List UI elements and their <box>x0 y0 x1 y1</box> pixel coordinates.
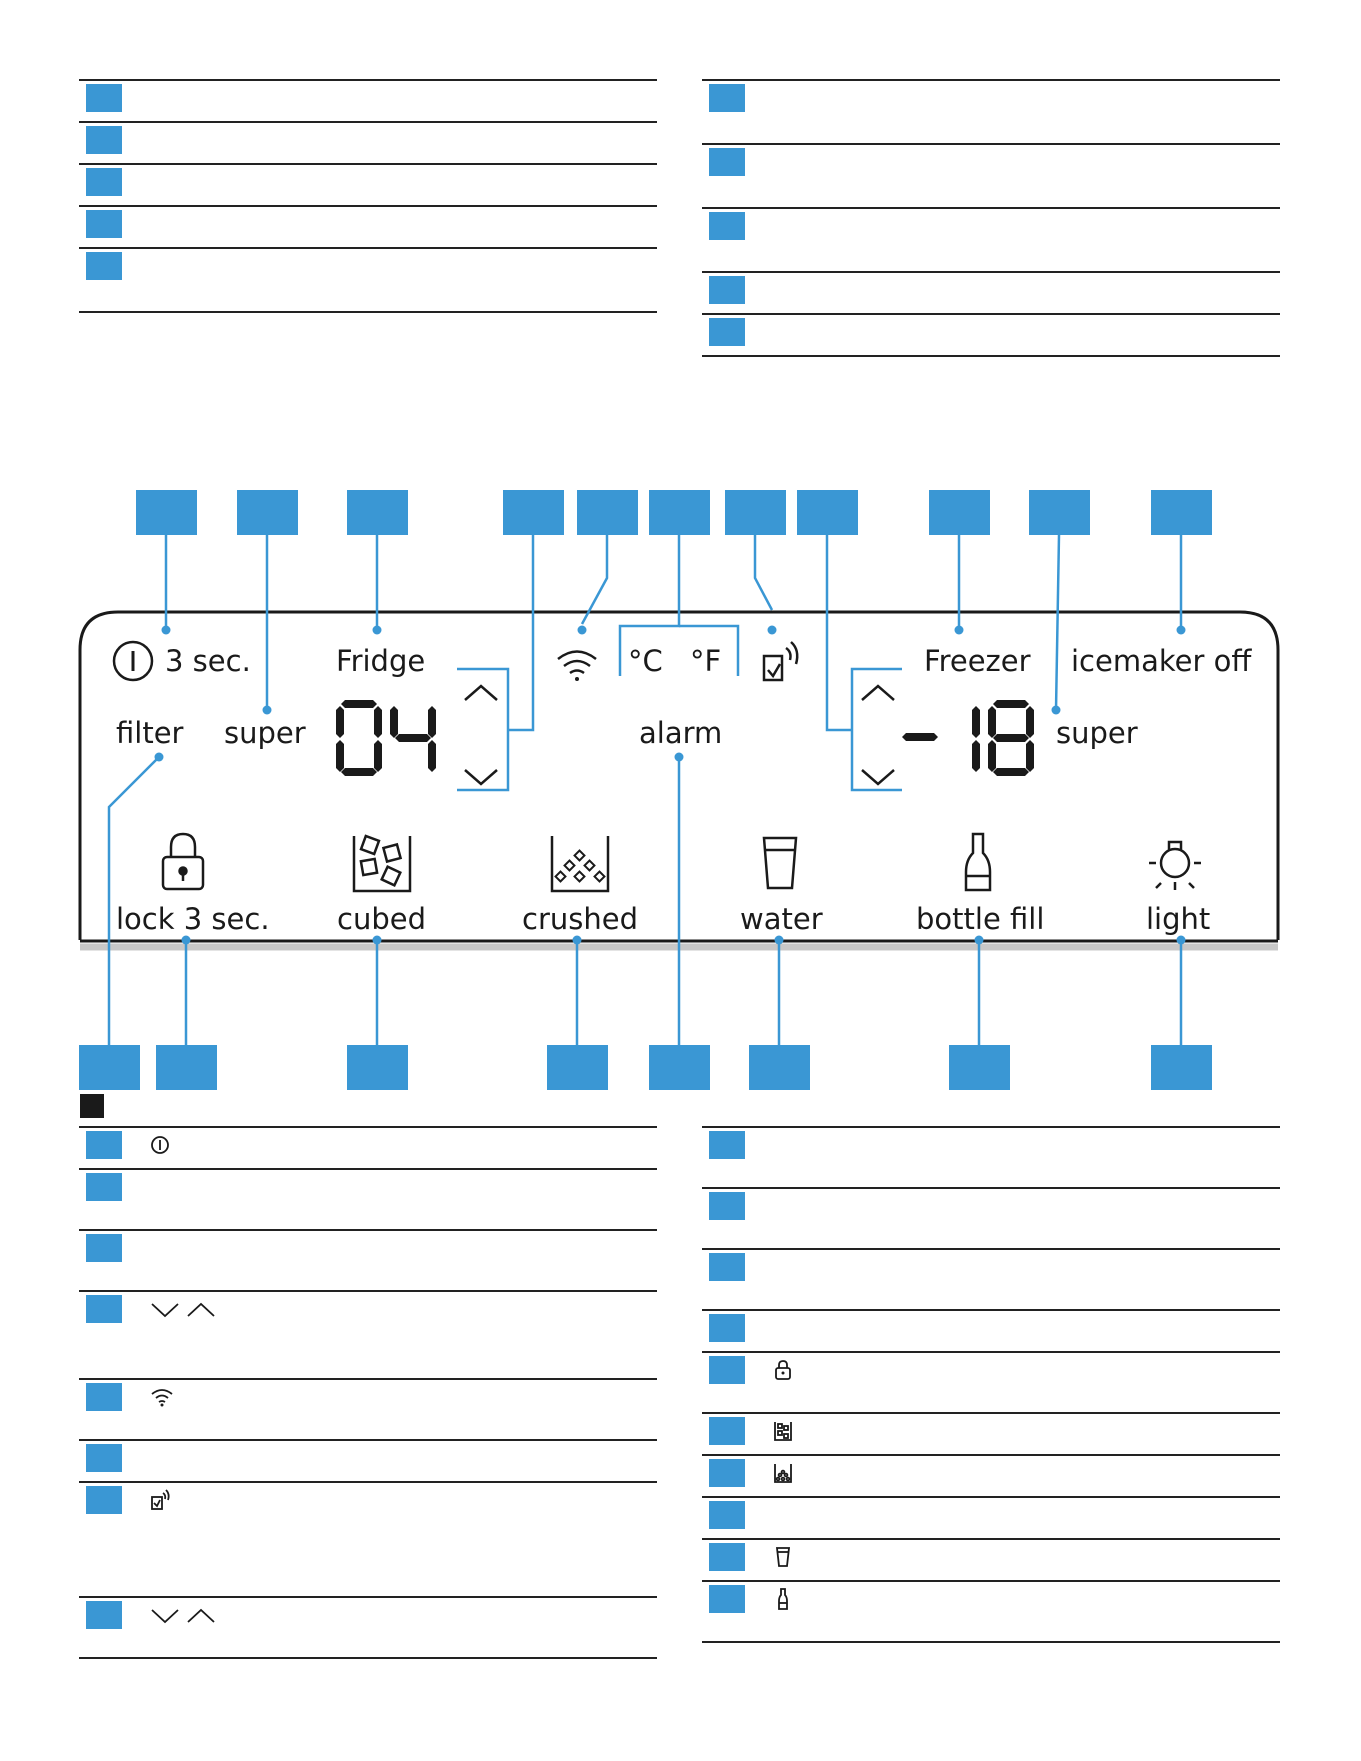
number-badge <box>86 1601 122 1629</box>
number-badge <box>86 168 122 196</box>
table-row <box>702 271 1280 313</box>
number-badge <box>86 1131 122 1159</box>
crushed-ice-icon <box>772 1462 794 1488</box>
control-panel-diagram <box>0 480 1361 1100</box>
celsius-label[interactable]: °C <box>628 644 663 678</box>
number-badge <box>86 1486 122 1514</box>
table-row <box>702 1126 1280 1187</box>
number-badge <box>709 276 745 304</box>
table-row <box>79 79 657 121</box>
table-row <box>79 1481 657 1596</box>
callout-badge <box>156 1045 217 1090</box>
table-row <box>79 1596 657 1657</box>
number-badge <box>709 1314 745 1342</box>
callout-badge <box>79 1045 140 1090</box>
callout-badge <box>577 490 638 535</box>
light-bulb-icon[interactable] <box>1149 842 1201 890</box>
fridge-down-icon[interactable] <box>465 770 497 784</box>
number-badge <box>86 252 122 280</box>
filter-label[interactable]: filter <box>116 716 184 750</box>
table-bottom-rule <box>702 1641 1280 1643</box>
bottom-right-legend-table <box>702 1126 1280 1643</box>
freezer-up-icon[interactable] <box>862 686 894 700</box>
table-row <box>79 121 657 163</box>
table-row <box>702 79 1280 143</box>
table-bottom-rule <box>79 1657 657 1659</box>
icemaker-off-label[interactable]: icemaker off <box>1071 644 1252 678</box>
remote-start-icon <box>149 1489 171 1515</box>
bottom-left-legend-table <box>79 1126 657 1659</box>
bottle-icon <box>772 1588 794 1614</box>
number-badge <box>709 1585 745 1613</box>
table-bottom-rule <box>79 311 657 313</box>
remote-start-icon <box>764 642 797 680</box>
number-badge <box>709 84 745 112</box>
table-row <box>79 247 657 311</box>
table-row <box>702 207 1280 271</box>
table-row <box>702 1412 1280 1454</box>
power-hold-label: 3 sec. <box>165 644 251 678</box>
light-label: light <box>1146 902 1211 936</box>
callout-badge <box>547 1045 608 1090</box>
number-badge <box>709 1253 745 1281</box>
callout-badge <box>749 1045 810 1090</box>
freezer-down-icon[interactable] <box>862 770 894 784</box>
callout-badge <box>347 490 408 535</box>
number-badge <box>86 1383 122 1411</box>
table-row <box>702 143 1280 207</box>
table-row <box>702 1454 1280 1496</box>
water-glass-icon[interactable] <box>764 838 796 888</box>
alarm-label[interactable]: alarm <box>639 716 723 750</box>
callout-badge <box>1029 490 1090 535</box>
black-square-marker <box>80 1094 104 1118</box>
callout-badge <box>237 490 298 535</box>
lock-label: lock 3 sec. <box>116 902 270 936</box>
top-left-legend-table <box>79 79 657 313</box>
crushed-ice-dots <box>556 851 605 882</box>
wifi-icon <box>149 1386 175 1412</box>
number-badge <box>86 1234 122 1262</box>
callout-badge <box>725 490 786 535</box>
table-row <box>79 1290 657 1378</box>
table-row <box>702 1496 1280 1538</box>
number-badge <box>86 1295 122 1323</box>
table-row <box>702 1309 1280 1351</box>
callout-badge <box>503 490 564 535</box>
number-badge <box>709 212 745 240</box>
number-badge <box>86 84 122 112</box>
number-badge <box>709 148 745 176</box>
table-row <box>702 1187 1280 1248</box>
cubed-label: cubed <box>337 902 426 936</box>
table-row <box>79 1229 657 1290</box>
table-row <box>702 1538 1280 1580</box>
table-bottom-rule <box>702 355 1280 357</box>
fridge-temp-display <box>336 700 436 776</box>
super-fridge-label[interactable]: super <box>224 716 306 750</box>
number-badge <box>709 318 745 346</box>
callout-badge <box>649 490 710 535</box>
fahrenheit-label[interactable]: °F <box>690 644 722 678</box>
ice-cubes-icon[interactable] <box>354 836 410 891</box>
chevron-down-up-icons <box>149 1298 219 1324</box>
callout-badge <box>949 1045 1010 1090</box>
number-badge <box>709 1192 745 1220</box>
power-icon <box>149 1134 171 1160</box>
water-glass-icon <box>772 1546 794 1572</box>
table-row <box>79 205 657 247</box>
number-badge <box>86 1444 122 1472</box>
freezer-label: Freezer <box>924 644 1031 678</box>
callout-badge <box>929 490 990 535</box>
table-row <box>702 313 1280 355</box>
callout-badge <box>136 490 197 535</box>
number-badge <box>709 1356 745 1384</box>
top-right-legend-table <box>702 79 1280 357</box>
super-freezer-label[interactable]: super <box>1056 716 1138 750</box>
table-row <box>702 1248 1280 1309</box>
number-badge <box>709 1501 745 1529</box>
table-row <box>79 1378 657 1439</box>
table-row <box>702 1580 1280 1641</box>
callout-badge <box>1151 1045 1212 1090</box>
number-badge <box>709 1543 745 1571</box>
lock-icon <box>772 1359 794 1385</box>
number-badge <box>86 126 122 154</box>
ice-cubes-icon <box>772 1420 794 1446</box>
freezer-temp-display <box>902 700 1034 776</box>
table-row <box>79 1439 657 1481</box>
table-row <box>79 163 657 205</box>
callout-badge <box>347 1045 408 1090</box>
table-row <box>79 1126 657 1168</box>
fridge-up-icon[interactable] <box>465 686 497 700</box>
callout-dots <box>155 626 1186 945</box>
chevron-down-up-icons <box>149 1604 219 1630</box>
number-badge <box>86 1173 122 1201</box>
table-row <box>79 1168 657 1229</box>
number-badge <box>709 1131 745 1159</box>
bottle-icon[interactable] <box>966 834 990 890</box>
lock-icon[interactable] <box>163 834 203 889</box>
crushed-label: crushed <box>522 902 638 936</box>
callout-badge <box>797 490 858 535</box>
number-badge <box>709 1459 745 1487</box>
water-label: water <box>740 902 823 936</box>
callout-badge <box>649 1045 710 1090</box>
number-badge <box>709 1417 745 1445</box>
bottle-fill-label: bottle fill <box>916 902 1045 936</box>
number-badge <box>86 210 122 238</box>
table-row <box>702 1351 1280 1412</box>
callout-badge <box>1151 490 1212 535</box>
power-icon[interactable] <box>114 642 152 680</box>
fridge-label: Fridge <box>336 644 426 678</box>
wifi-icon <box>558 652 596 682</box>
